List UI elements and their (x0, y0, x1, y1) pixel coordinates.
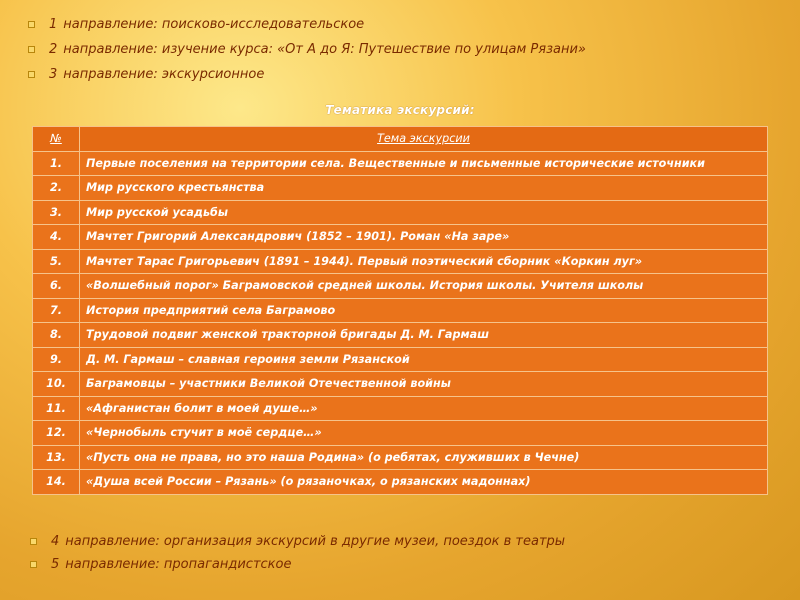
direction-number: 2 (49, 42, 58, 57)
direction-item-5 (30, 553, 565, 576)
row-topic: Д. М. Гармаш – славная героиня земли Рязанской (80, 347, 768, 372)
row-topic: «Душа всей России – Рязань» (о рязаночках, о рязанских мадоннах) (80, 470, 768, 495)
row-number: 9. (33, 347, 80, 372)
row-topic: «Пусть она не права, но это наша Родина» (о ребятах, служивших в Чечне) (80, 445, 768, 470)
table-row (33, 249, 768, 274)
row-topic: «Афганистан болит в моей душе…» (80, 396, 768, 421)
row-number: 6. (33, 274, 80, 299)
row-topic: Трудовой подвиг женской тракторной бригады Д. М. Гармаш (80, 323, 768, 348)
direction-text: направление: поисково-исследовательское (63, 17, 365, 32)
row-topic: «Волшебный порог» Баграмовской средней школы. История школы. Учителя школы (80, 274, 768, 299)
direction-number: 4 (51, 534, 60, 549)
row-topic: Первые поселения на территории села. Вещественные и письменные исторические источники (80, 151, 768, 176)
row-number: 2. (33, 176, 80, 201)
row-topic: Мир русской усадьбы (80, 200, 768, 225)
row-topic: «Чернобыль стучит в моё сердце…» (80, 421, 768, 446)
square-bullet-icon (28, 46, 35, 53)
table-row (33, 445, 768, 470)
row-number: 1. (33, 151, 80, 176)
direction-item-2 (28, 37, 586, 62)
table-row (33, 151, 768, 176)
direction-item-1 (28, 12, 586, 37)
row-number: 14. (33, 470, 80, 495)
header-number: № (33, 127, 80, 152)
table-header-row (33, 127, 768, 152)
row-number: 10. (33, 372, 80, 397)
square-bullet-icon (28, 21, 35, 28)
table-row (33, 396, 768, 421)
table-row (33, 347, 768, 372)
row-number: 13. (33, 445, 80, 470)
table-row (33, 372, 768, 397)
row-topic: Мачтет Григорий Александрович (1852 – 1901). Роман «На заре» (80, 225, 768, 250)
direction-text: направление: экскурсионное (63, 67, 265, 82)
direction-item-3 (28, 62, 586, 87)
direction-number: 3 (49, 67, 58, 82)
row-number: 3. (33, 200, 80, 225)
direction-text: направление: организация экскурсий в другие музеи, поездок в театры (65, 534, 566, 549)
table-row (33, 470, 768, 495)
table-row (33, 298, 768, 323)
direction-number: 1 (49, 17, 58, 32)
table-row (33, 200, 768, 225)
square-bullet-icon (30, 538, 37, 545)
header-topic: Тема экскурсии (80, 127, 768, 152)
row-number: 7. (33, 298, 80, 323)
table-row (33, 225, 768, 250)
row-topic: Баграмовцы – участники Великой Отечественной войны (80, 372, 768, 397)
row-topic: Мир русского крестьянства (80, 176, 768, 201)
table-title: Тематика экскурсий: (325, 103, 475, 117)
table-row (33, 176, 768, 201)
row-number: 8. (33, 323, 80, 348)
row-number: 12. (33, 421, 80, 446)
square-bullet-icon (30, 561, 37, 568)
row-number: 4. (33, 225, 80, 250)
row-number: 5. (33, 249, 80, 274)
row-topic: История предприятий села Баграмово (80, 298, 768, 323)
table-row (33, 274, 768, 299)
square-bullet-icon (28, 71, 35, 78)
direction-text: направление: пропагандистское (65, 557, 292, 572)
row-number: 11. (33, 396, 80, 421)
table-row (33, 323, 768, 348)
directions-top-list (28, 12, 586, 87)
row-topic: Мачтет Тарас Григорьевич (1891 – 1944). Первый поэтический сборник «Коркин луг» (80, 249, 768, 274)
directions-bottom-list (30, 530, 565, 576)
direction-number: 5 (51, 557, 60, 572)
excursions-table (32, 126, 768, 495)
direction-item-4 (30, 530, 565, 553)
table-row (33, 421, 768, 446)
direction-text: направление: изучение курса: «От А до Я: Путешествие по улицам Рязани» (63, 42, 586, 57)
